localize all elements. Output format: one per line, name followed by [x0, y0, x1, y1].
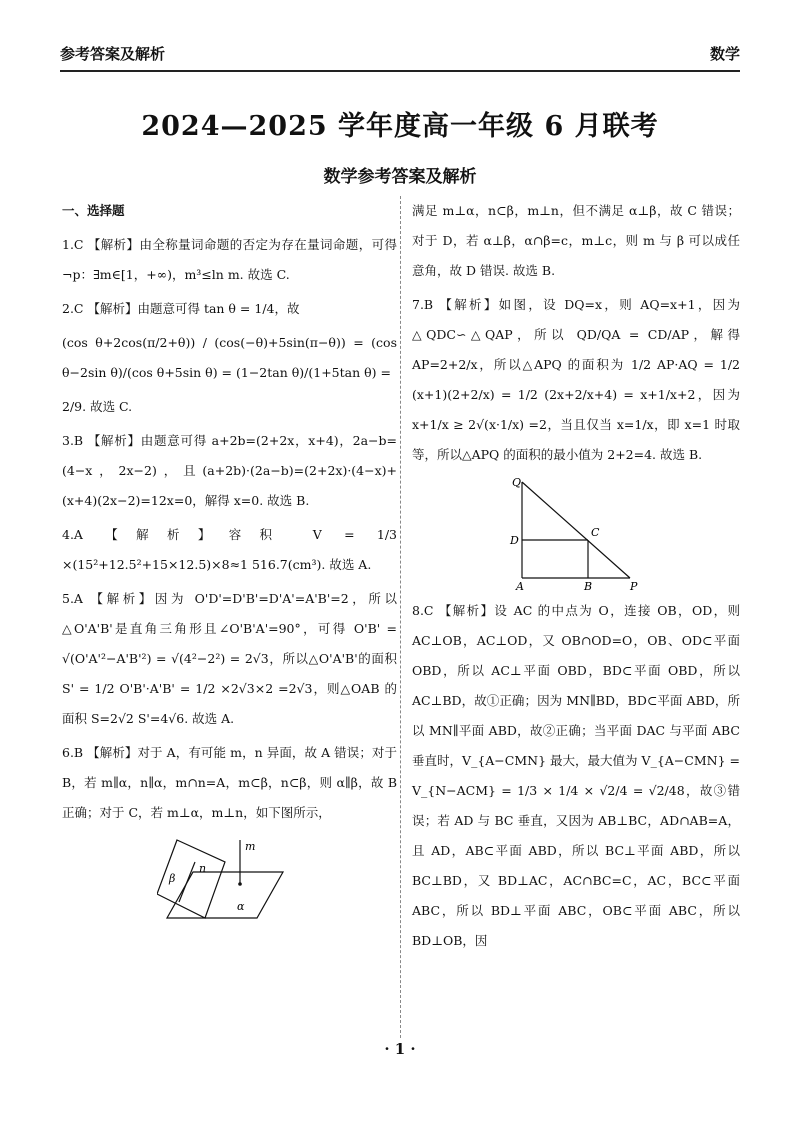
label-D: D — [510, 534, 519, 547]
answer-5: 5.A 【解析】因为 O'D'=D'B'=D'A'=A'B'=2，所以△O'A'B'是直角三角形且∠O'B'A'=90°，可得 O'B' = √(O'A'²−A'B'²) = √(4²−2²) = 2√3，所以△O'A'B'的面积 S' = 1/2 O'B'·A'B' = 1/2 ×2√3×2 =2√3，则△OAB 的面积 S=2√2 S'=4√6. 故选 A. — [62, 591, 397, 726]
column-divider — [400, 196, 401, 1038]
intersection-point — [238, 882, 242, 886]
label-m: m — [245, 840, 256, 853]
answer-2-result: 2/9. 故选 C. — [62, 399, 133, 414]
page-title: 2024—2025 学年度高一年级 6 月联考 — [141, 111, 659, 142]
line-n — [179, 862, 195, 902]
answer-2: 2.C 【解析】由题意可得 tan θ = 1/4，故 — [62, 301, 300, 316]
answer-3: 3.B 【解析】由题意可得 a+2b=(2+2x，x+4)，2a−b=(4−x，2x−2)，且(a+2b)·(2a−b)=(2+2x)·(4−x)+(x+4)(2x−2)=12x=0，解得 x=0. 故选 B. — [62, 433, 397, 508]
plane-alpha — [167, 872, 283, 918]
figure-planes — [157, 832, 287, 922]
answer-7: 7.B 【解析】如图，设 DQ=x，则 AQ=x+1，因为△QDC∽△QAP，所以 QD/QA = CD/AP，解得 AP=2+2/x，所以△APQ 的面积为 1/2 AP·AQ = 1/2 (x+1)(2+2/x) = 1/2 (2x+2/x+4) = x+1/x+2，因为 x+1/x ≥ 2√(x·1/x) =2，当且仅当 x=1/x，即 x=1 时取等，所以△APQ 的面积的最小值为 2+2=4. 故选 B. — [412, 297, 740, 462]
label-B: B — [584, 580, 593, 592]
answer-8: 8.C 【解析】设 AC 的中点为 O，连接 OB，OD，则 AC⊥OB，AC⊥OD，又 OB∩OD=O，OB、OD⊂平面 OBD，所以 AC⊥平面 OBD，BD⊂平面 OBD，所以 AC⊥BD，故①正确；因为 MN∥BD，BD⊂平面 ABD，所以 MN∥平面 ABD，故②正确；当平面 DAC 与平面 ABC 垂直时，V_{A−CMN} 最大，最大值为 V_{A−CMN} = V_{N−ACM} = 1/3 × 1/4 × √2/4 = √2/48，故③错误；若 AD 与 BC 垂直，又因为 AB⊥BC，AD∩AB=A，且 AD，AB⊂平面 ABD，所以 BC⊥平面 ABD，所以 BC⊥BD，又 BD⊥AC，AC∩BC=C，AC，BC⊂平面 ABC，所以 BD⊥平面 ABC，OB⊂平面 ABC，所以 BD⊥OB，因 — [412, 603, 740, 948]
section-heading: 一、选择题 — [62, 203, 125, 218]
figure-triangle — [502, 474, 652, 592]
label-Q: Q — [512, 476, 522, 489]
header-left: 参考答案及解析 — [60, 45, 166, 63]
label-C: C — [591, 526, 600, 539]
page-header — [60, 40, 740, 72]
header-right: 数学 — [709, 45, 740, 63]
answer-2-formula: (cos θ+2cos(π/2+θ)) / (cos(−θ)+5sin(π−θ)) = (cos θ−2sin θ)/(cos θ+5sin θ) = (1−2tan θ)/(1+5tan θ) = — [62, 335, 397, 380]
answer-6-continued: 满足 m⊥α，n⊂β，m⊥n，但不满足 α⊥β，故 C 错误；对于 D，若 α⊥β，α∩β=c，m⊥c，则 m 与 β 可以成任意角，故 D 错误. 故选 B. — [412, 203, 740, 278]
label-beta: β — [169, 872, 176, 885]
label-n: n — [199, 862, 207, 875]
segment-QP — [522, 482, 630, 578]
label-A: A — [516, 580, 524, 592]
answer-1: 1.C 【解析】由全称量词命题的否定为存在量词命题，可得¬p：∃m∈[1，+∞)，m³≤ln m. 故选 C. — [62, 237, 397, 282]
right-column — [412, 196, 740, 960]
plane-beta — [157, 840, 225, 918]
page-number: · 1 · — [384, 1040, 416, 1058]
page-subtitle: 数学参考答案及解析 — [323, 167, 477, 187]
label-P: P — [630, 580, 638, 592]
answer-6: 6.B 【解析】对于 A，有可能 m，n 异面，故 A 错误；对于 B，若 m∥α，n∥α，m∩n=A，m⊂β，n⊂β，则 α∥β，故 B 正确；对于 C，若 m⊥α，m⊥n，如下图所示， — [62, 745, 397, 820]
label-alpha: α — [237, 900, 245, 913]
answer-4: 4.A 【解析】容积 V = 1/3 ×(15²+12.5²+15×12.5)×8≈1 516.7(cm³). 故选 A. — [62, 527, 397, 572]
left-column — [62, 196, 397, 922]
